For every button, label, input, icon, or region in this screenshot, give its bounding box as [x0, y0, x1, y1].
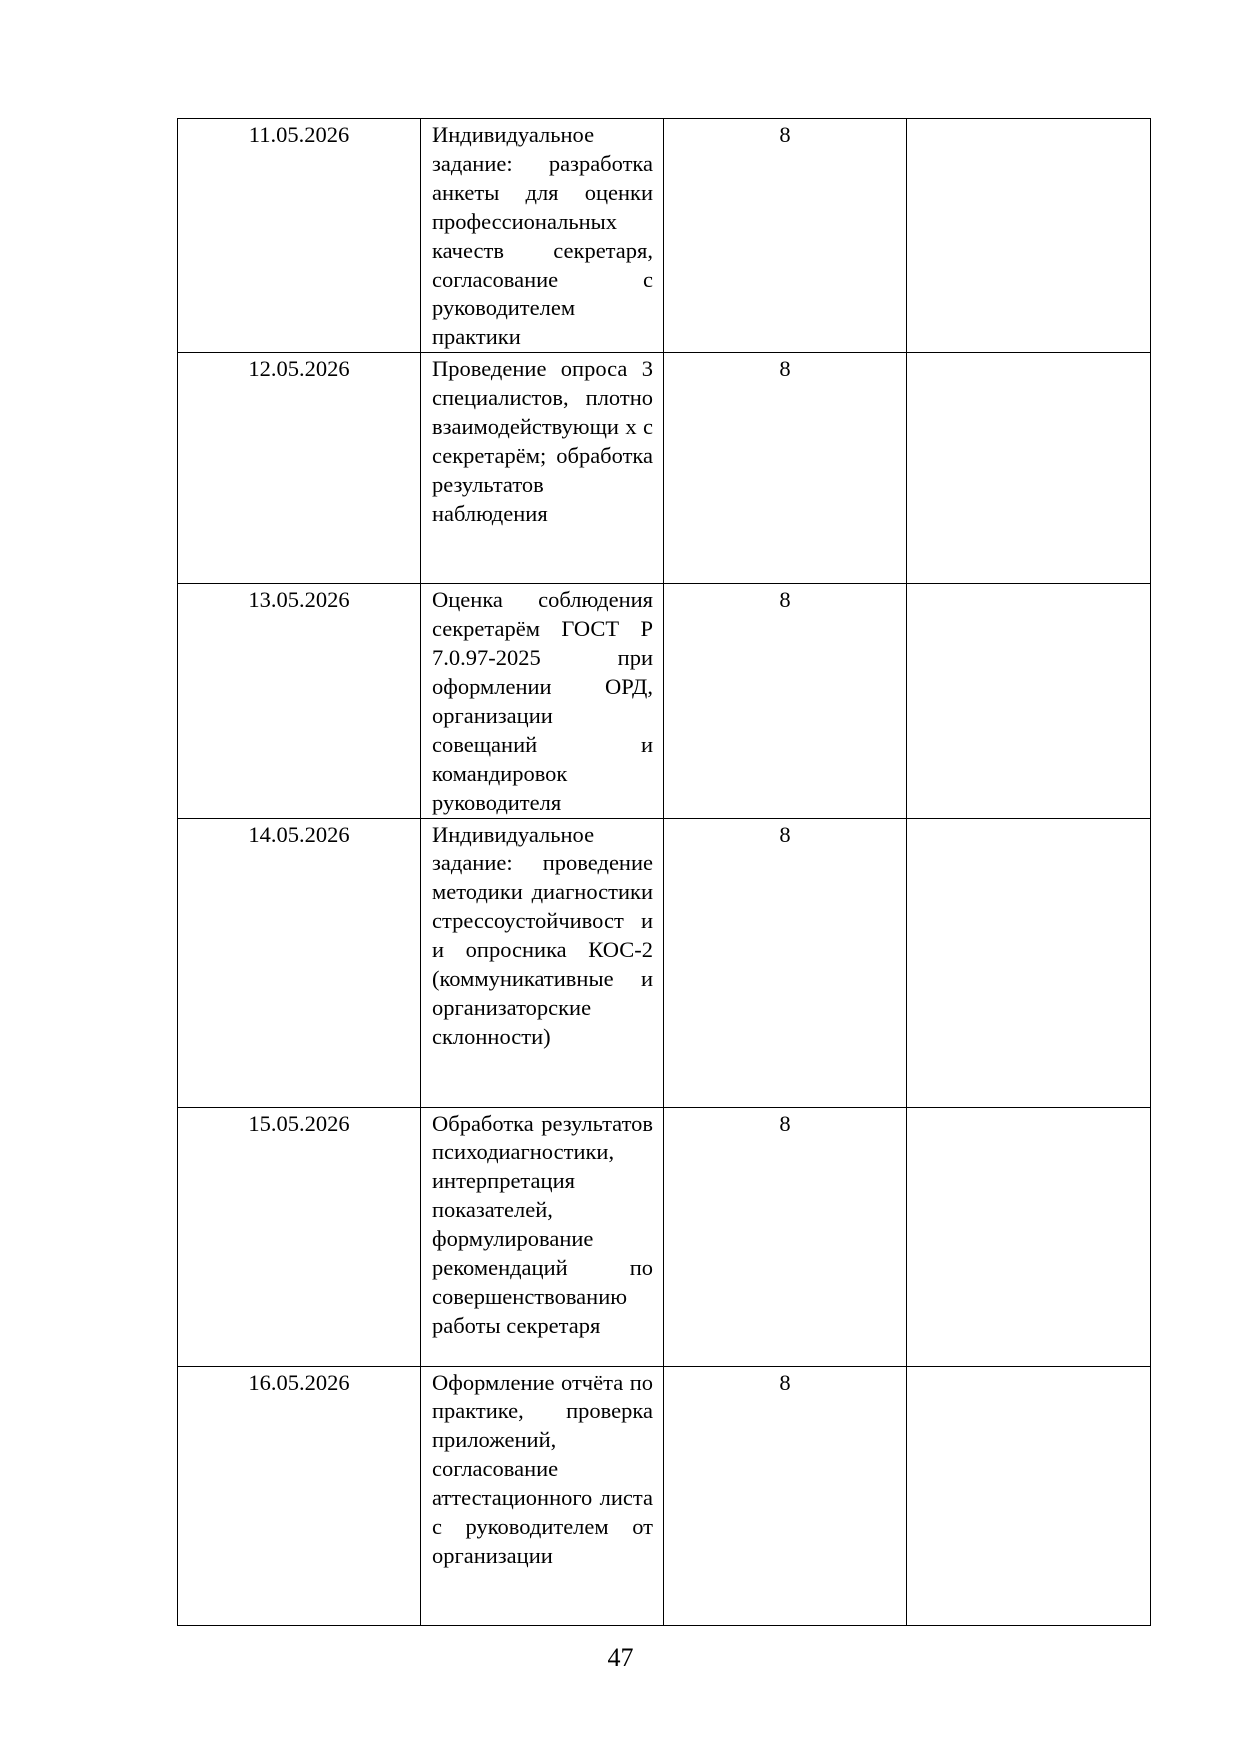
date-cell: 12.05.2026: [178, 353, 421, 584]
signature-cell: [907, 818, 1151, 1107]
table-row: [178, 584, 1151, 818]
hours-cell: 8: [664, 1107, 907, 1366]
table-row: [178, 818, 1151, 1107]
activity-cell: Проведение опроса 3 специалистов, плотно взаимодействующи х с секретарём; обработка результатов наблюдения: [421, 353, 664, 584]
date-cell: 15.05.2026: [178, 1107, 421, 1366]
hours-cell: 8: [664, 818, 907, 1107]
practice-schedule-table: [177, 118, 1151, 1626]
date-cell: 14.05.2026: [178, 818, 421, 1107]
hours-cell: 8: [664, 584, 907, 818]
signature-cell: [907, 119, 1151, 353]
activity-cell: Оценка соблюдения секретарём ГОСТ Р 7.0.97-2025 при оформлении ОРД, организации совещаний и командировок руководителя: [421, 584, 664, 818]
date-cell: 13.05.2026: [178, 584, 421, 818]
hours-cell: 8: [664, 353, 907, 584]
table-row: [178, 1107, 1151, 1366]
signature-cell: [907, 1107, 1151, 1366]
activity-cell: Обработка результатов психодиагностики, интерпретация показателей, формулирование рекомендаций по совершенствованию работы секретаря: [421, 1107, 664, 1366]
activity-cell: Индивидуальное задание: разработка анкеты для оценки профессиональных качеств секретаря, согласование с руководителем практики: [421, 119, 664, 353]
page-number: 47: [607, 1643, 634, 1672]
activity-cell: Индивидуальное задание: проведение методики диагностики стрессоустойчивост и и опросника КОС-2 (коммуникативные и организаторские склонности): [421, 818, 664, 1107]
signature-cell: [907, 584, 1151, 818]
table-row: [178, 1366, 1151, 1625]
hours-cell: 8: [664, 119, 907, 353]
date-cell: 16.05.2026: [178, 1366, 421, 1625]
signature-cell: [907, 1366, 1151, 1625]
hours-cell: 8: [664, 1366, 907, 1625]
signature-cell: [907, 353, 1151, 584]
activity-cell: Оформление отчёта по практике, проверка приложений, согласование аттестационного листа с руководителем от организации: [421, 1366, 664, 1625]
date-cell: 11.05.2026: [178, 119, 421, 353]
table-row: [178, 119, 1151, 353]
table-row: [178, 353, 1151, 584]
